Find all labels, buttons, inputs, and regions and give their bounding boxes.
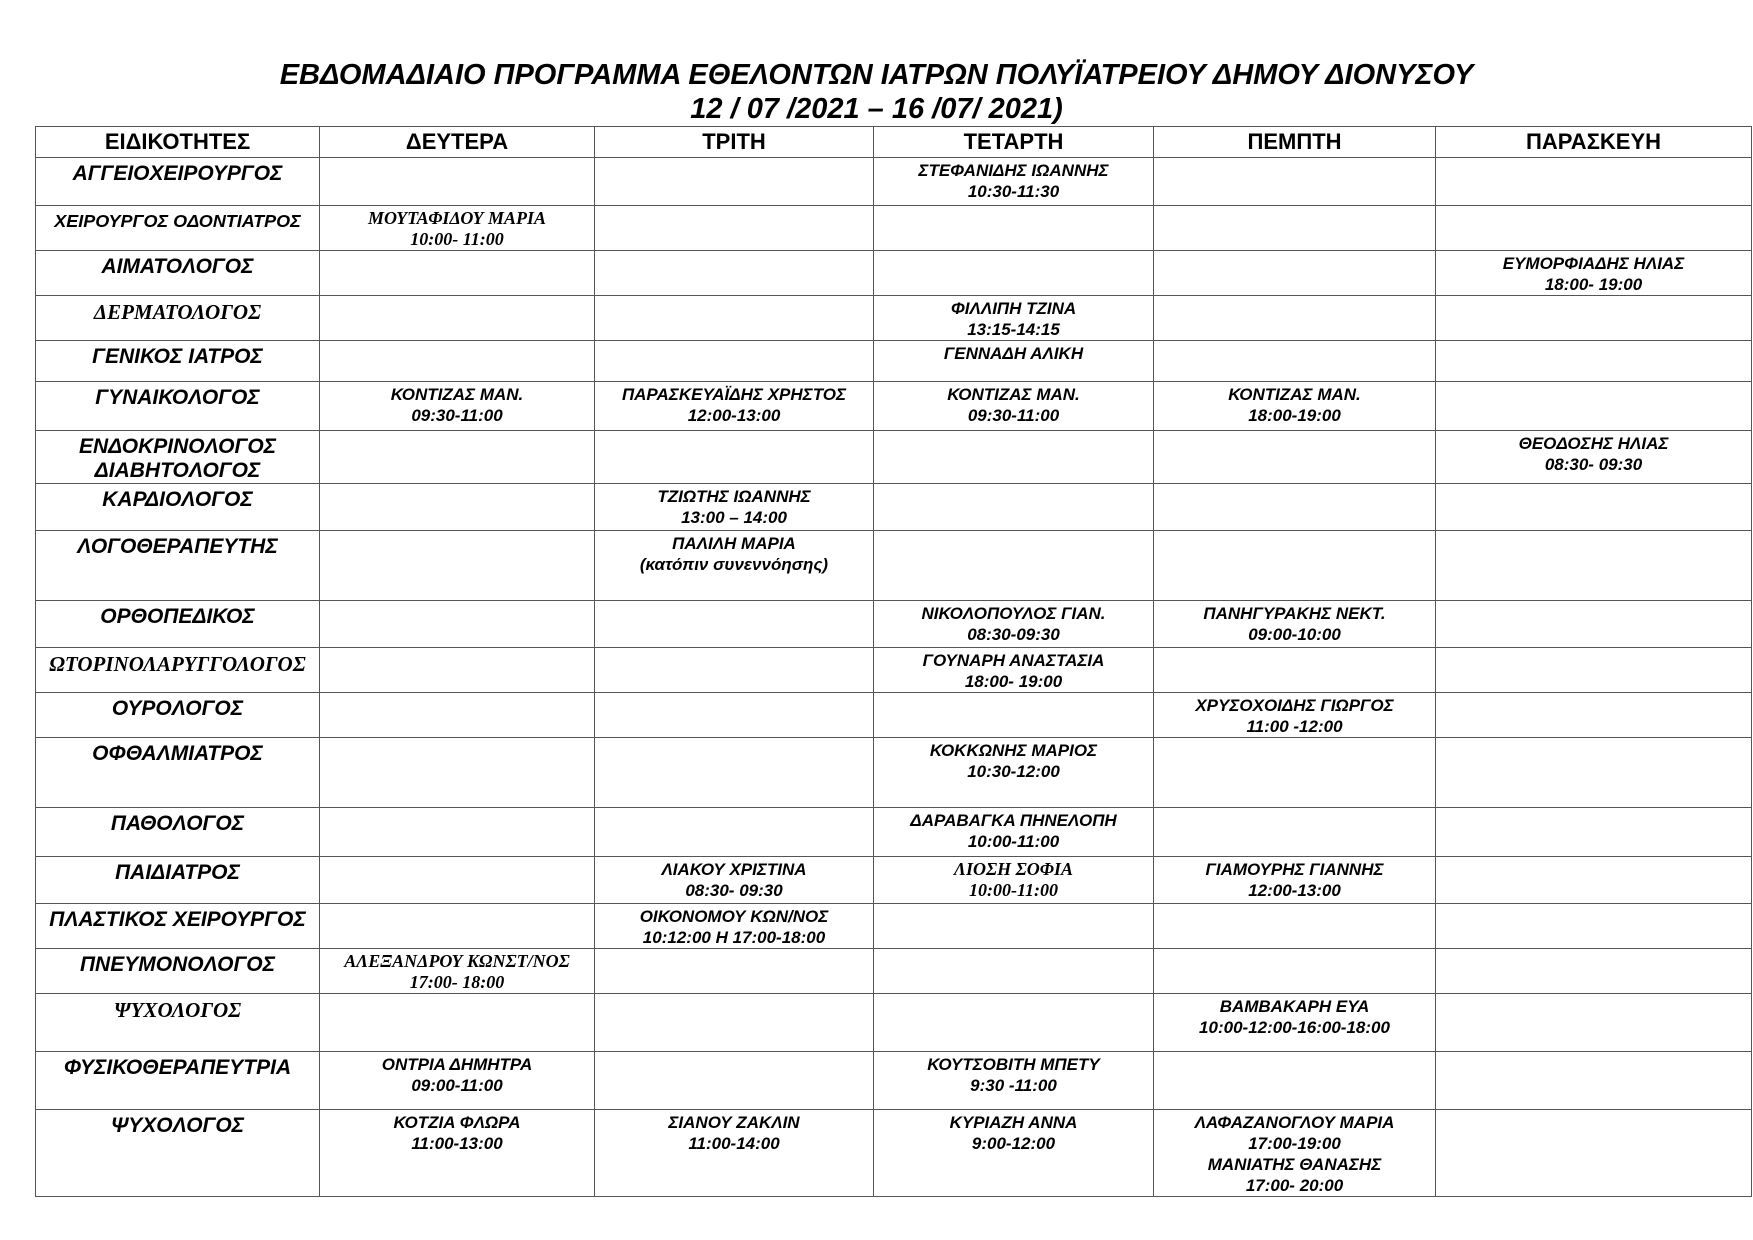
specialty-cell bbox=[36, 431, 320, 484]
schedule-cell-thu bbox=[1154, 1110, 1436, 1197]
table-row bbox=[36, 296, 1752, 341]
doctor-name: ΜΟΥΤΑΦΙΔΟΥ ΜΑΡΙΑ bbox=[368, 208, 546, 228]
schedule-cell-fri bbox=[1436, 431, 1752, 484]
table-row bbox=[36, 808, 1752, 857]
specialty-name: ΠΝΕΥΜΟΝΟΛΟΓΟΣ bbox=[79, 953, 276, 976]
schedule-cell-mon bbox=[320, 648, 595, 693]
appointment-time: 10:12:00 Η 17:00-18:00 bbox=[642, 928, 826, 947]
doctor-name: ΚΟΚΚΩΝΗΣ ΜΑΡΙΟΣ bbox=[929, 741, 1098, 760]
column-header-monday: ΔΕΥΤΕΡΑ bbox=[320, 127, 595, 158]
specialty-cell bbox=[36, 738, 320, 808]
schedule-cell-mon bbox=[320, 251, 595, 296]
schedule-cell-tue bbox=[595, 1110, 874, 1197]
schedule-cell-fri bbox=[1436, 158, 1752, 206]
table-row bbox=[36, 949, 1752, 994]
schedule-cell-mon bbox=[320, 484, 595, 531]
schedule-cell-mon bbox=[320, 857, 595, 904]
schedule-cell-thu bbox=[1154, 1052, 1436, 1110]
doctor-name: ΚΟΥΤΣΟΒΙΤΗ ΜΠΕΤΥ bbox=[927, 1055, 1100, 1074]
schedule-cell-fri bbox=[1436, 994, 1752, 1052]
column-header-friday: ΠΑΡΑΣΚΕΥΗ bbox=[1436, 127, 1752, 158]
schedule-cell-thu bbox=[1154, 296, 1436, 341]
schedule-cell-wed bbox=[874, 738, 1154, 808]
appointment-time: 08:30-09:30 bbox=[967, 625, 1060, 644]
specialty-name: ΛΟΓΟΘΕΡΑΠΕΥΤΗΣ bbox=[77, 535, 278, 558]
schedule-cell-mon bbox=[320, 904, 595, 949]
schedule-cell-mon bbox=[320, 949, 595, 994]
appointment-time: 10:30-12:00 bbox=[967, 762, 1060, 781]
schedule-cell-mon bbox=[320, 693, 595, 738]
specialty-name: ΠΑΙΔΙΑΤΡΟΣ bbox=[115, 861, 240, 884]
schedule-cell-mon bbox=[320, 531, 595, 601]
appointment-time: 13:15-14:15 bbox=[967, 320, 1060, 339]
appointment-time: 17:00- 18:00 bbox=[409, 972, 505, 992]
schedule-cell-wed bbox=[874, 206, 1154, 251]
schedule-cell-mon bbox=[320, 808, 595, 857]
specialty-cell bbox=[36, 693, 320, 738]
specialty-cell bbox=[36, 296, 320, 341]
schedule-cell-tue bbox=[595, 341, 874, 382]
schedule-cell-fri bbox=[1436, 206, 1752, 251]
schedule-cell-fri bbox=[1436, 693, 1752, 738]
doctor-name: ΔΑΡΑΒΑΓΚΑ ΠΗΝΕΛΟΠΗ bbox=[910, 811, 1117, 830]
doctor-name: ΚΟΝΤΙΖΑΣ ΜΑΝ. bbox=[1228, 385, 1361, 404]
schedule-cell-thu bbox=[1154, 382, 1436, 431]
appointment-time: 11:00 -12:00 bbox=[1246, 717, 1343, 736]
schedule-cell-wed bbox=[874, 648, 1154, 693]
schedule-cell-thu bbox=[1154, 693, 1436, 738]
schedule-cell-mon bbox=[320, 341, 595, 382]
specialty-name: ΑΙΜΑΤΟΛΟΓΟΣ bbox=[101, 255, 254, 278]
schedule-cell-mon bbox=[320, 1052, 595, 1110]
appointment-time: 08:30- 09:30 bbox=[1544, 455, 1643, 474]
specialty-cell bbox=[36, 1052, 320, 1110]
schedule-cell-fri bbox=[1436, 904, 1752, 949]
schedule-cell-tue bbox=[595, 158, 874, 206]
specialty-cell bbox=[36, 1110, 320, 1197]
doctor-name: ΑΛΕΞΑΝΔΡΟΥ ΚΩΝΣΤ/ΝΟΣ bbox=[344, 951, 570, 971]
specialty-cell bbox=[36, 382, 320, 431]
doctor-name: ΘΕΟΔΟΣΗΣ ΗΛΙΑΣ bbox=[1518, 434, 1669, 453]
doctor-name: ΦΙΛΛΙΠΗ ΤΖΙΝΑ bbox=[950, 299, 1077, 318]
specialty-name: ΠΛΑΣΤΙΚΟΣ ΧΕΙΡΟΥΡΓΟΣ bbox=[49, 908, 306, 931]
appointment-time: 10:30-11:30 bbox=[967, 182, 1060, 201]
schedule-cell-thu bbox=[1154, 206, 1436, 251]
table-row bbox=[36, 206, 1752, 251]
schedule-cell-tue bbox=[595, 431, 874, 484]
doctor-name: ΠΑΡΑΣΚΕΥΑΪΔΗΣ ΧΡΗΣΤΟΣ bbox=[621, 385, 847, 404]
doctor-name: ΟΙΚΟΝΟΜΟΥ ΚΩΝ/ΝΟΣ bbox=[639, 907, 829, 926]
table-row bbox=[36, 251, 1752, 296]
schedule-cell-wed bbox=[874, 341, 1154, 382]
specialty-name: ΩΤΟΡΙΝΟΛΑΡΥΓΓΟΛΟΓΟΣ bbox=[49, 652, 306, 676]
schedule-cell-wed bbox=[874, 949, 1154, 994]
specialty-cell bbox=[36, 484, 320, 531]
schedule-cell-wed bbox=[874, 1110, 1154, 1197]
specialty-cell bbox=[36, 206, 320, 251]
doctor-name: ΝΙΚΟΛΟΠΟΥΛΟΣ ΓΙΑΝ. bbox=[921, 604, 1106, 623]
doctor-name: ΛΙΟΣΗ ΣΟΦΙΑ bbox=[953, 859, 1073, 879]
schedule-cell-mon bbox=[320, 994, 595, 1052]
doctor-name: ΣΙΑΝΟΥ ΖΑΚΛΙΝ bbox=[668, 1113, 800, 1132]
schedule-cell-fri bbox=[1436, 251, 1752, 296]
appointment-time: 09:00-11:00 bbox=[411, 1076, 503, 1095]
schedule-cell-mon bbox=[320, 431, 595, 484]
page-title: ΕΒΔΟΜΑΔΙΑΙΟ ΠΡΟΓΡΑΜΜΑ ΕΘΕΛΟΝΤΩΝ ΙΑΤΡΩΝ ΠΟΛΥΪΑΤΡΕΙΟΥ ΔΗΜΟΥ ΔΙΟΝΥΣΟΥ bbox=[279, 59, 1474, 91]
specialty-name: ΨΥΧΟΛΟΓΟΣ bbox=[113, 998, 242, 1022]
schedule-cell-fri bbox=[1436, 601, 1752, 648]
doctor-name: ΕΥΜΟΡΦΙΑΔΗΣ ΗΛΙΑΣ bbox=[1502, 254, 1685, 273]
column-header-specialties: ΕΙΔΙΚΟΤΗΤΕΣ bbox=[36, 127, 320, 158]
appointment-time: 11:00-14:00 bbox=[688, 1134, 780, 1153]
table-row bbox=[36, 484, 1752, 531]
schedule-cell-mon bbox=[320, 206, 595, 251]
doctor-name: ΛΙΑΚΟΥ ΧΡΙΣΤΙΝΑ bbox=[661, 860, 807, 879]
schedule-cell-tue bbox=[595, 648, 874, 693]
schedule-cell-fri bbox=[1436, 949, 1752, 994]
schedule-cell-tue bbox=[595, 904, 874, 949]
doctor-name: ΚΟΝΤΙΖΑΣ ΜΑΝ. bbox=[390, 385, 524, 404]
appointment-time: 08:30- 09:30 bbox=[685, 881, 783, 900]
specialty-cell bbox=[36, 808, 320, 857]
specialty-cell bbox=[36, 341, 320, 382]
table-row bbox=[36, 531, 1752, 601]
doctor-name: ΓΟΥΝΑΡΗ ΑΝΑΣΤΑΣΙΑ bbox=[922, 651, 1105, 670]
schedule-cell-fri bbox=[1436, 341, 1752, 382]
schedule-cell-thu bbox=[1154, 904, 1436, 949]
schedule-cell-tue bbox=[595, 949, 874, 994]
appointment-time: 9:30 -11:00 bbox=[970, 1076, 1057, 1095]
column-header-wednesday: ΤΕΤΑΡΤΗ bbox=[874, 127, 1154, 158]
table-row bbox=[36, 601, 1752, 648]
table-row bbox=[36, 1110, 1752, 1197]
doctor-name: ΓΕΝΝΑΔΗ ΑΛΙΚΗ bbox=[943, 344, 1084, 363]
schedule-cell-fri bbox=[1436, 531, 1752, 601]
appointment-time: 11:00-13:00 bbox=[411, 1134, 503, 1153]
specialty-cell bbox=[36, 601, 320, 648]
schedule-cell-wed bbox=[874, 994, 1154, 1052]
schedule-cell-tue bbox=[595, 601, 874, 648]
doctor-name: ΛΑΦΑΖΑΝΟΓΛΟΥ ΜΑΡΙΑ bbox=[1194, 1113, 1395, 1132]
schedule-cell-wed bbox=[874, 693, 1154, 738]
schedule-cell-wed bbox=[874, 431, 1154, 484]
schedule-cell-wed bbox=[874, 484, 1154, 531]
schedule-cell-thu bbox=[1154, 648, 1436, 693]
appointment-time: 18:00-19:00 bbox=[1248, 406, 1341, 425]
specialty-name: ΠΑΘΟΛΟΓΟΣ bbox=[110, 812, 245, 835]
schedule-cell-mon bbox=[320, 601, 595, 648]
specialty-name: ΑΓΓΕΙΟΧΕΙΡΟΥΡΓΟΣ bbox=[72, 162, 283, 185]
specialty-name: ΓΕΝΙΚΟΣ ΙΑΤΡΟΣ bbox=[92, 345, 263, 368]
schedule-cell-tue bbox=[595, 808, 874, 857]
table-row bbox=[36, 158, 1752, 206]
specialty-name: ΚΑΡΔΙΟΛΟΓΟΣ bbox=[102, 488, 253, 511]
doctor-name: ΚΟΤΖΙΑ ΦΛΩΡΑ bbox=[393, 1113, 521, 1132]
schedule-cell-tue bbox=[595, 484, 874, 531]
appointment-time: 10:00-11:00 bbox=[967, 832, 1060, 851]
specialty-name: ΓΥΝΑΙΚΟΛΟΓΟΣ bbox=[95, 386, 260, 409]
appointment-time: 9:00-12:00 bbox=[971, 1134, 1056, 1153]
appointment-time: 12:00-13:00 bbox=[1248, 881, 1341, 900]
specialty-name: ΕΝΔΟΚΡΙΝΟΛΟΓΟΣ bbox=[78, 435, 277, 458]
appointment-time: 17:00- 20:00 bbox=[1245, 1176, 1344, 1195]
schedule-cell-mon bbox=[320, 382, 595, 431]
schedule-cell-wed bbox=[874, 296, 1154, 341]
schedule-cell-tue bbox=[595, 857, 874, 904]
specialty-cell bbox=[36, 994, 320, 1052]
schedule-cell-wed bbox=[874, 158, 1154, 206]
specialty-cell bbox=[36, 857, 320, 904]
doctor-name: ΚΟΝΤΙΖΑΣ ΜΑΝ. bbox=[947, 385, 1080, 404]
specialty-cell bbox=[36, 949, 320, 994]
schedule-cell-wed bbox=[874, 808, 1154, 857]
schedule-cell-thu bbox=[1154, 484, 1436, 531]
schedule-cell-fri bbox=[1436, 484, 1752, 531]
appointment-time: 10:00-12:00-16:00-18:00 bbox=[1199, 1018, 1390, 1037]
schedule-cell-fri bbox=[1436, 382, 1752, 431]
schedule-cell-tue bbox=[595, 206, 874, 251]
schedule-cell-wed bbox=[874, 251, 1154, 296]
appointment-time: 10:00- 11:00 bbox=[410, 229, 504, 249]
appointment-time: 09:30-11:00 bbox=[967, 406, 1060, 425]
schedule-cell-wed bbox=[874, 382, 1154, 431]
schedule-cell-thu bbox=[1154, 341, 1436, 382]
appointment-time: 18:00- 19:00 bbox=[1544, 275, 1643, 294]
schedule-cell-mon bbox=[320, 296, 595, 341]
schedule-cell-thu bbox=[1154, 949, 1436, 994]
appointment-time: 10:00-11:00 bbox=[969, 880, 1058, 900]
doctor-name: ΠΑΛΙΛΗ ΜΑΡΙΑ bbox=[672, 534, 796, 553]
schedule-cell-tue bbox=[595, 382, 874, 431]
schedule-cell-thu bbox=[1154, 251, 1436, 296]
table-row bbox=[36, 904, 1752, 949]
schedule-cell-fri bbox=[1436, 857, 1752, 904]
table-row bbox=[36, 994, 1752, 1052]
schedule-cell-thu bbox=[1154, 431, 1436, 484]
specialty-cell bbox=[36, 904, 320, 949]
specialty-name: ΧΕΙΡΟΥΡΓΟΣ ΟΔΟΝΤΙΑΤΡΟΣ bbox=[54, 211, 301, 231]
appointment-time: 13:00 – 14:00 bbox=[681, 508, 787, 527]
specialty-cell bbox=[36, 648, 320, 693]
schedule-cell-thu bbox=[1154, 531, 1436, 601]
schedule-cell-fri bbox=[1436, 1052, 1752, 1110]
schedule-table bbox=[35, 126, 1752, 1197]
schedule-cell-wed bbox=[874, 531, 1154, 601]
specialty-name: ΦΥΣΙΚΟΘΕΡΑΠΕΥΤΡΙΑ bbox=[63, 1056, 292, 1079]
doctor-name: ΜΑΝΙΑΤΗΣ ΘΑΝΑΣΗΣ bbox=[1207, 1155, 1382, 1174]
schedule-cell-thu bbox=[1154, 738, 1436, 808]
header-row bbox=[36, 127, 1752, 158]
schedule-cell-tue bbox=[595, 531, 874, 601]
schedule-cell-wed bbox=[874, 1052, 1154, 1110]
schedule-cell-tue bbox=[595, 738, 874, 808]
doctor-name: ΓΙΑΜΟΥΡΗΣ ΓΙΑΝΝΗΣ bbox=[1205, 860, 1384, 879]
table-row bbox=[36, 431, 1752, 484]
specialty-name: ΔΕΡΜΑΤΟΛΟΓΟΣ bbox=[93, 300, 262, 324]
doctor-name: ΤΖΙΩΤΗΣ ΙΩΑΝΝΗΣ bbox=[657, 487, 811, 506]
schedule-cell-tue bbox=[595, 1052, 874, 1110]
table-row bbox=[36, 738, 1752, 808]
schedule-cell-mon bbox=[320, 738, 595, 808]
schedule-cell-thu bbox=[1154, 158, 1436, 206]
schedule-cell-tue bbox=[595, 296, 874, 341]
doctor-name: ΧΡΥΣΟΧΟΙΔΗΣ ΓΙΩΡΓΟΣ bbox=[1195, 696, 1394, 715]
schedule-cell-thu bbox=[1154, 601, 1436, 648]
schedule-cell-fri bbox=[1436, 296, 1752, 341]
column-header-thursday: ΠΕΜΠΤΗ bbox=[1154, 127, 1436, 158]
doctor-name: ΣΤΕΦΑΝΙΔΗΣ ΙΩΑΝΝΗΣ bbox=[918, 161, 1109, 180]
doctor-name: ΟΝΤΡΙΑ ΔΗΜΗΤΡΑ bbox=[381, 1055, 533, 1074]
specialty-name: ΟΥΡΟΛΟΓΟΣ bbox=[111, 697, 244, 720]
specialty-name: ΨΥΧΟΛΟΓΟΣ bbox=[110, 1114, 245, 1137]
schedule-cell-tue bbox=[595, 693, 874, 738]
schedule-cell-tue bbox=[595, 251, 874, 296]
schedule-cell-mon bbox=[320, 158, 595, 206]
schedule-cell-thu bbox=[1154, 857, 1436, 904]
schedule-cell-fri bbox=[1436, 1110, 1752, 1197]
appointment-time: 17:00-19:00 bbox=[1248, 1134, 1341, 1153]
table-row bbox=[36, 341, 1752, 382]
appointment-time: 09:30-11:00 bbox=[411, 406, 503, 425]
schedule-cell-fri bbox=[1436, 808, 1752, 857]
appointment-time: 09:00-10:00 bbox=[1248, 625, 1341, 644]
schedule-cell-wed bbox=[874, 601, 1154, 648]
appointment-time: (κατόπιν συνεννόησης) bbox=[639, 555, 829, 574]
specialty-name: ΟΡΘΟΠΕΔΙΚΟΣ bbox=[100, 605, 255, 628]
table-row bbox=[36, 382, 1752, 431]
date-range: 12 / 07 /2021 – 16 /07/ 2021) bbox=[690, 93, 1063, 125]
doctor-name: ΒΑΜΒΑΚΑΡΗ ΕΥΑ bbox=[1219, 997, 1370, 1016]
appointment-time: 12:00-13:00 bbox=[687, 406, 781, 425]
column-header-tuesday: ΤΡΙΤΗ bbox=[595, 127, 874, 158]
schedule-cell-wed bbox=[874, 904, 1154, 949]
schedule-cell-thu bbox=[1154, 994, 1436, 1052]
schedule-cell-tue bbox=[595, 994, 874, 1052]
doctor-name: ΠΑΝΗΓΥΡΑΚΗΣ ΝΕΚΤ. bbox=[1203, 604, 1386, 623]
specialty-cell bbox=[36, 158, 320, 206]
specialty-name: ΟΦΘΑΛΜΙΑΤΡΟΣ bbox=[92, 742, 263, 765]
specialty-name-line2: ΔΙΑΒΗΤΟΛΟΓΟΣ bbox=[94, 459, 261, 482]
schedule-cell-thu bbox=[1154, 808, 1436, 857]
schedule-cell-wed bbox=[874, 857, 1154, 904]
table-row bbox=[36, 648, 1752, 693]
doctor-name: ΚΥΡΙΑΖΗ ΑΝΝΑ bbox=[949, 1113, 1078, 1132]
schedule-cell-mon bbox=[320, 1110, 595, 1197]
table-row bbox=[36, 857, 1752, 904]
table-row bbox=[36, 693, 1752, 738]
appointment-time: 18:00- 19:00 bbox=[964, 672, 1063, 691]
table-row bbox=[36, 1052, 1752, 1110]
specialty-cell bbox=[36, 251, 320, 296]
schedule-cell-fri bbox=[1436, 738, 1752, 808]
schedule-cell-fri bbox=[1436, 648, 1752, 693]
specialty-cell bbox=[36, 531, 320, 601]
